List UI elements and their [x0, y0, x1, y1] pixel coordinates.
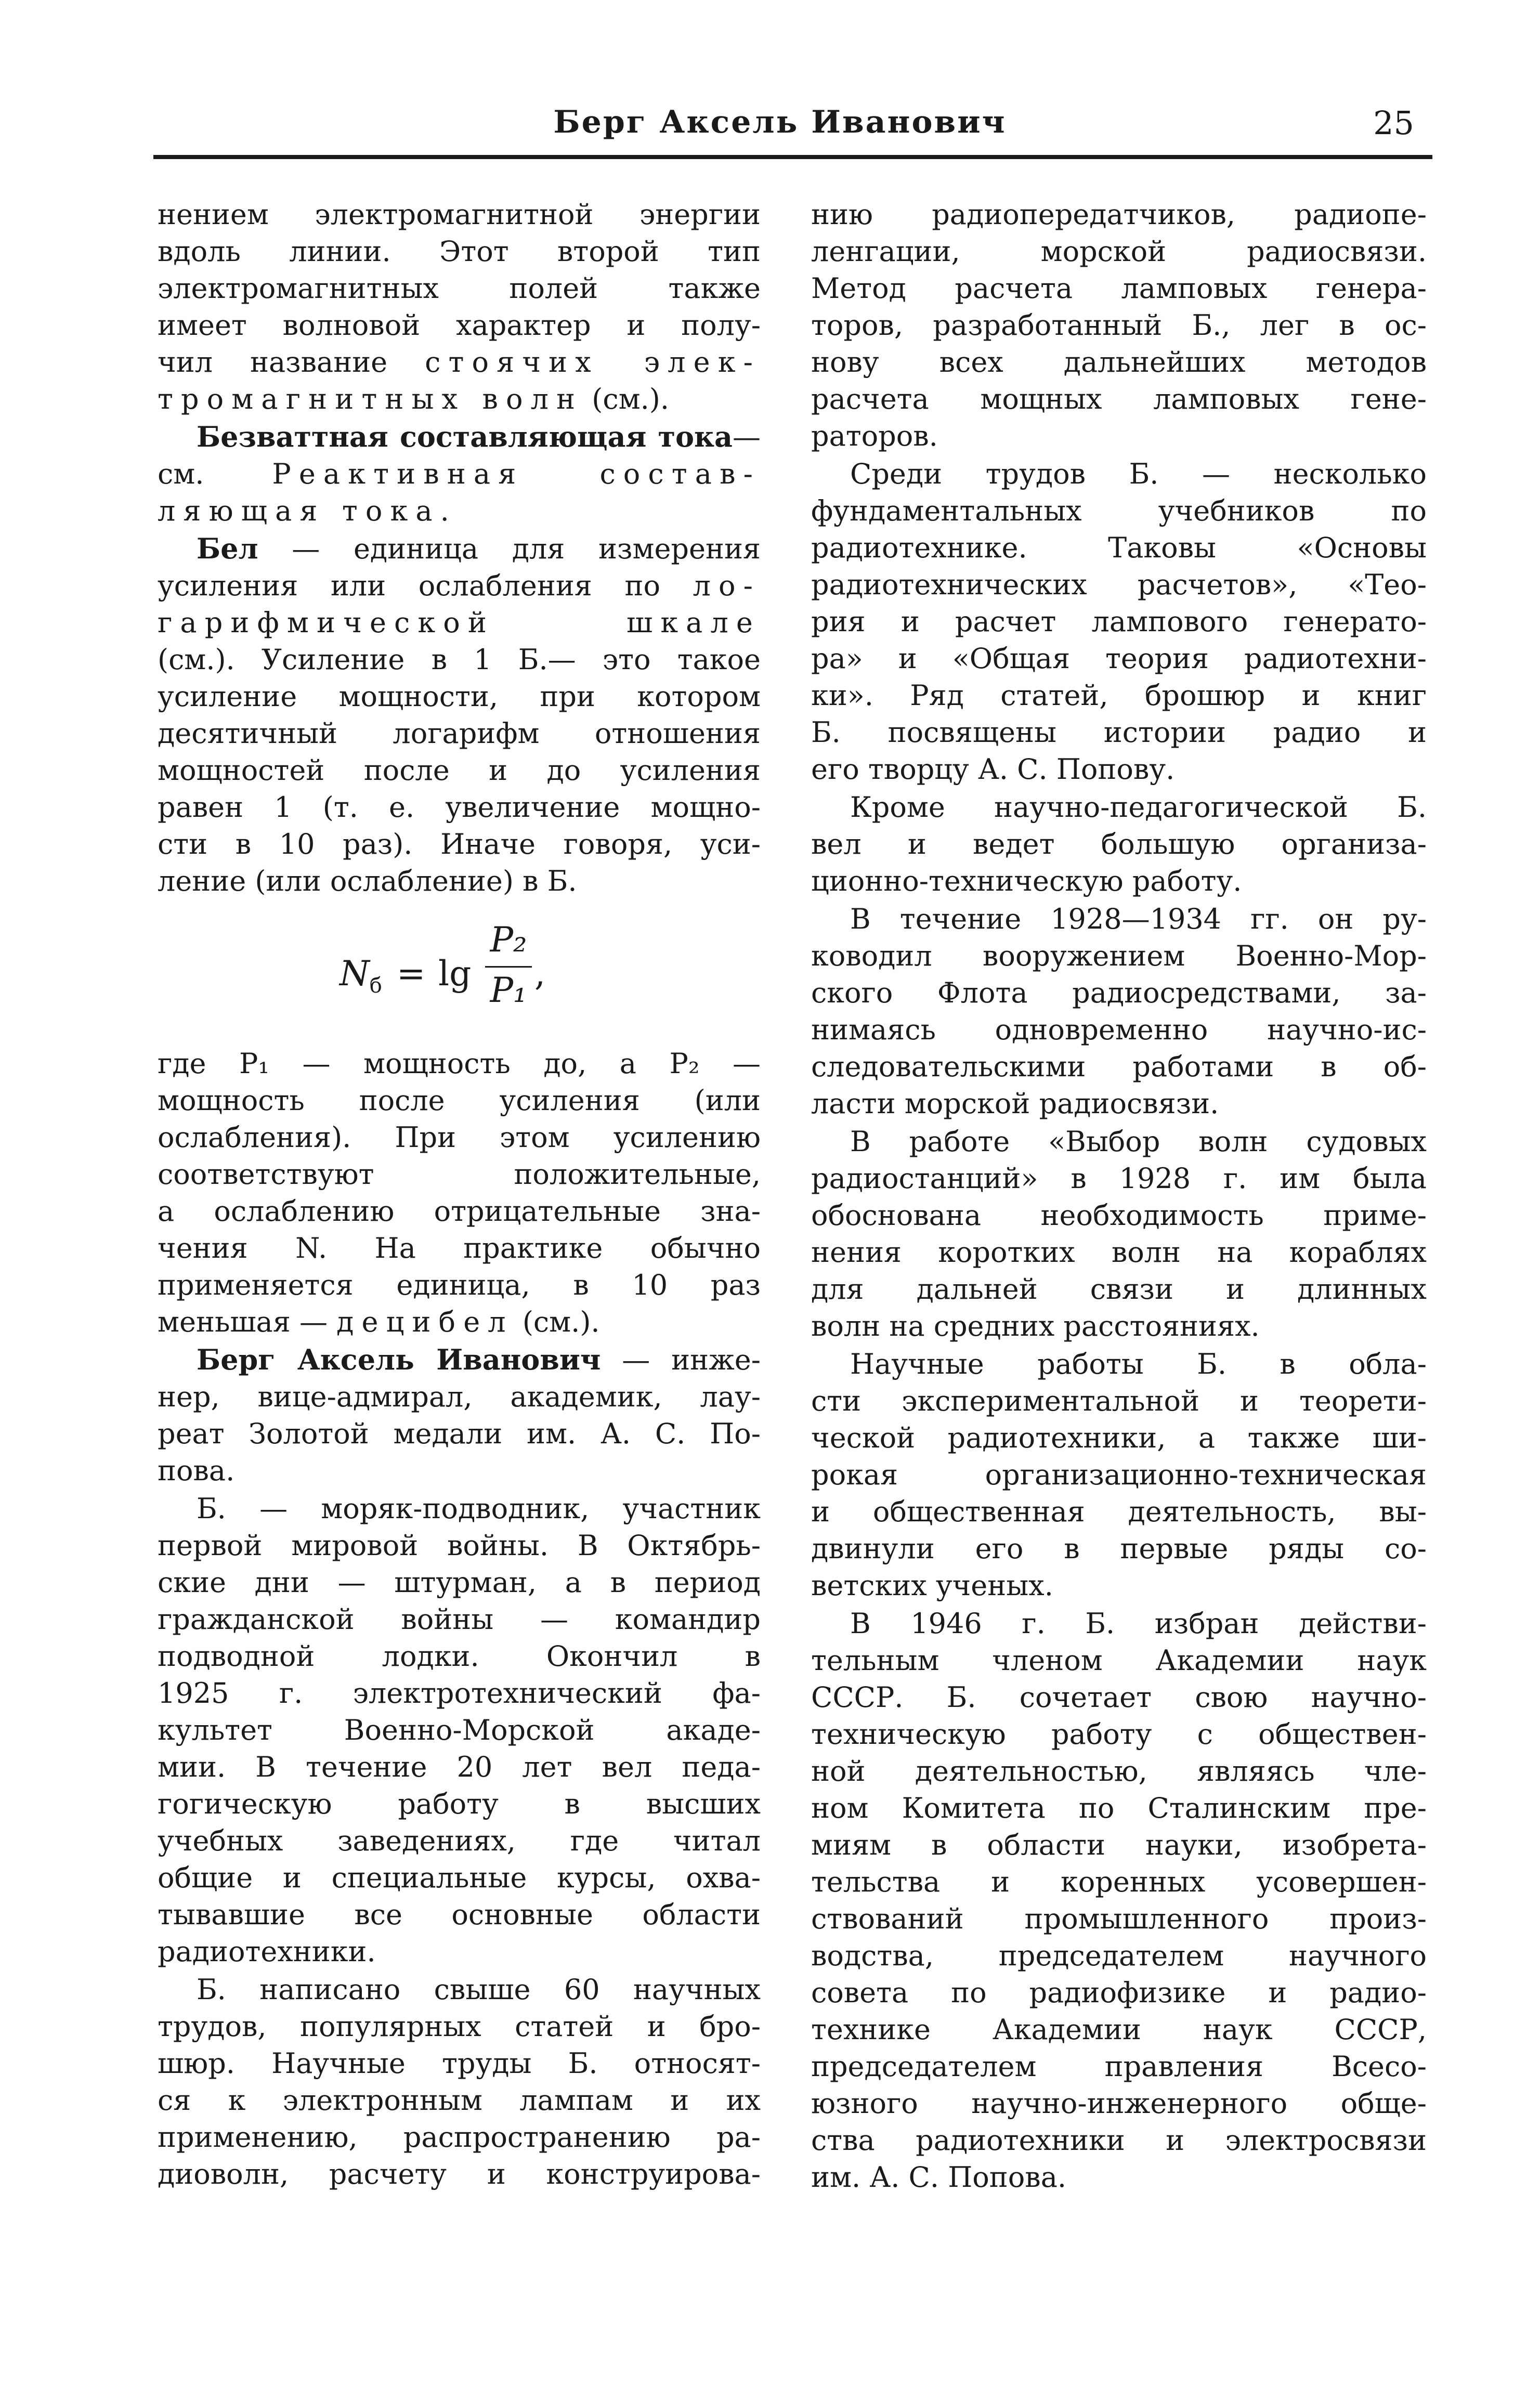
text-line: В 1946 г. Б. избран действи-	[850, 1607, 1427, 1640]
text-line: тельства и коренных усовершен-	[811, 1866, 1427, 1898]
formula-denominator: P₁	[490, 970, 527, 1010]
paragraph	[158, 1045, 761, 1340]
text-line: Научные работы Б. в обла-	[850, 1348, 1427, 1380]
text-line: применению, распространению ра-	[158, 2121, 761, 2154]
formula-numerator: P₂	[490, 920, 527, 960]
text-line: мии. В течение 20 лет вел педа-	[158, 1751, 761, 1783]
left-column	[158, 196, 761, 2194]
text-line	[158, 455, 761, 492]
text-line: Б. написано свыше 60 научных	[197, 1973, 761, 2006]
right-column	[811, 196, 1427, 2197]
text-line: водства, председателем научного	[811, 1939, 1427, 1972]
text-line: диоволн, расчету и конструирова-	[158, 2158, 761, 2190]
text-line: где P₁ — мощность до, а P₂ —	[158, 1047, 761, 1080]
text-line: мощностей после и до усиления	[158, 754, 761, 787]
text-line: культет Военно-Морской акаде-	[158, 1714, 761, 1746]
text-line: ветских ученых.	[811, 1569, 1053, 1602]
paragraph	[158, 419, 761, 529]
text-line	[158, 419, 761, 455]
text-line: ства радиотехники и электросвязи	[811, 2124, 1427, 2157]
text-line: мощность после усиления (или	[158, 1084, 761, 1117]
paragraph	[811, 789, 1427, 899]
text-line: трудов, популярных статей и бро-	[158, 2010, 761, 2043]
formula-equals: =	[397, 954, 426, 994]
text-line: шюр. Научные труды Б. относят-	[158, 2047, 761, 2080]
text-line: председателем правления Всесо-	[811, 2050, 1427, 2083]
fraction-bar	[485, 966, 532, 968]
text-line: обоснована необходимость приме-	[811, 1199, 1427, 1232]
text-line: а ослаблению отрицательные зна-	[158, 1195, 761, 1228]
text-line: нимаясь одновременно научно-ис-	[811, 1013, 1427, 1046]
text-line: ласти морской радиосвязи.	[811, 1087, 1219, 1120]
text-line: рия и расчет лампового генерато-	[811, 605, 1427, 638]
paragraph	[811, 1123, 1427, 1345]
text-line	[158, 492, 761, 529]
text-line: нер, вице-адмирал, академик, лау-	[158, 1380, 761, 1413]
text-line: подводной лодки. Окончил в	[158, 1640, 761, 1673]
text-run: (см.).	[583, 383, 670, 415]
paragraph	[811, 1605, 1427, 2196]
formula-lhs	[340, 955, 382, 1005]
text-line: радиостанций» в 1928 г. им была	[811, 1162, 1427, 1195]
paragraph	[811, 455, 1427, 788]
text-line: сти в 10 раз). Иначе говоря, уси-	[158, 828, 761, 860]
text-line: реат Золотой медали им. А. С. По-	[158, 1417, 761, 1450]
text-run: — единица для измерения	[258, 532, 761, 565]
text-run: (см.).	[513, 1306, 600, 1338]
text-line: общие и специальные курсы, охва-	[158, 1861, 761, 1894]
paragraph	[811, 901, 1427, 1122]
text-line: десятичный логарифм отношения	[158, 717, 761, 750]
text-line: Метод расчета ламповых генера-	[811, 272, 1427, 305]
text-line: сти экспериментальной и теорети-	[811, 1385, 1427, 1417]
text-line: техническую работу с обществен-	[811, 1718, 1427, 1751]
text-line: тывавшие все основные области	[158, 1898, 761, 1931]
formula-log: lg	[438, 954, 472, 994]
text-line: нения коротких волн на кораблях	[811, 1236, 1427, 1269]
text-line: вел и ведет большую организа-	[811, 828, 1427, 860]
spaced-term: тромагнитных волн	[158, 383, 583, 415]
text-line: Кроме научно-педагогической Б.	[850, 791, 1427, 824]
text-line: и общественная деятельность, вы-	[811, 1495, 1427, 1528]
text-line: имеет волновой характер и полу-	[158, 309, 761, 342]
text-line	[158, 604, 761, 641]
formula-fraction	[485, 921, 532, 1009]
paragraph	[158, 1971, 761, 2193]
text-line: технике Академии наук СССР,	[811, 2013, 1427, 2046]
text-line	[158, 1341, 761, 1378]
text-line: двинули его в первые ряды со-	[811, 1532, 1427, 1565]
text-line: ослабления). При этом усилению	[158, 1121, 761, 1154]
text-line: торов, разработанный Б., лег в ос-	[811, 309, 1427, 342]
text-run: меньшая —	[158, 1306, 337, 1338]
spaced-term: гарифмической шкале	[158, 606, 761, 639]
text-line: первой мировой войны. В Октябрь-	[158, 1529, 761, 1562]
text-line: расчета мощных ламповых гене-	[811, 383, 1427, 415]
formula-subscript: б	[369, 974, 382, 998]
text-line	[158, 344, 761, 381]
text-line: ном Комитета по Сталинским пре-	[811, 1792, 1427, 1824]
spaced-term: стоячих элек-	[425, 346, 761, 379]
text-line: пова.	[158, 1454, 235, 1487]
text-run: см.	[158, 458, 272, 490]
text-line: электромагнитных полей также	[158, 272, 761, 305]
text-line	[158, 530, 761, 567]
text-line: миям в области науки, изобрета-	[811, 1829, 1427, 1861]
text-line: В течение 1928—1934 гг. он ру-	[850, 903, 1427, 935]
text-line: 1925 г. электротехнический фа-	[158, 1677, 761, 1710]
paragraph	[158, 196, 761, 418]
formula	[158, 901, 761, 1045]
text-line	[158, 567, 761, 604]
text-line: ной деятельностью, являясь чле-	[811, 1755, 1427, 1788]
paragraph	[158, 1341, 761, 1489]
text-line: гогическую работу в высших	[158, 1788, 761, 1820]
text-line: Б. — моряк-подводник, участник	[197, 1492, 761, 1525]
text-line	[158, 1303, 761, 1340]
text-line: юзного научно-инженерного обще-	[811, 2087, 1427, 2120]
text-run: —	[733, 421, 761, 453]
text-line: рокая организационно-техническая	[811, 1458, 1427, 1491]
spaced-term: ляющая тока	[158, 494, 440, 527]
text-line	[158, 381, 761, 418]
text-line: ционно-техническую работу.	[811, 865, 1242, 897]
text-line: соответствуют положительные,	[158, 1158, 761, 1191]
text-line: В работе «Выбор волн судовых	[850, 1125, 1427, 1158]
paragraph	[811, 196, 1427, 454]
spaced-term: децибел	[336, 1306, 514, 1338]
text-line: ление (или ослабление) в Б.	[158, 865, 577, 897]
text-line: фундаментальных учебников по	[811, 494, 1427, 527]
spaced-term: ло-	[693, 569, 761, 602]
text-line: ся к электронным лампам и их	[158, 2084, 761, 2117]
text-line: радиотехнических расчетов», «Тео-	[811, 568, 1427, 601]
text-line: ские дни — штурман, а в период	[158, 1566, 761, 1599]
paragraph	[158, 530, 761, 899]
text-line: раторов.	[811, 420, 938, 452]
text-line: ки». Ряд статей, брошюр и книг	[811, 679, 1427, 712]
text-run: усиления или ослабления по	[158, 569, 693, 602]
text-line: учебных заведениях, где читал	[158, 1824, 761, 1857]
bold-term: Берг Аксель Иванович	[197, 1343, 601, 1376]
text-line: совета по радиофизике и радио-	[811, 1976, 1427, 2009]
text-line: Б. посвящены истории радио и	[811, 716, 1427, 749]
spaced-term: Реактивная состав-	[272, 458, 761, 490]
text-line: СССР. Б. сочетает свою научно-	[811, 1681, 1427, 1714]
text-line: (см.). Усиление в 1 Б.— это такое	[158, 643, 761, 676]
text-line: радиотехнике. Таковы «Основы	[811, 531, 1427, 564]
text-line: нением электромагнитной энергии	[158, 198, 761, 231]
text-line: ра» и «Общая теория радиотехни-	[811, 642, 1427, 675]
text-line: ствований промышленного произ-	[811, 1902, 1427, 1935]
text-line: ководил вооружением Военно-Мор-	[811, 940, 1427, 972]
bold-term: Безваттная составляющая тока	[197, 420, 733, 453]
text-run: — инже-	[601, 1344, 761, 1376]
formula-comma: ,	[534, 954, 545, 994]
paragraph	[158, 1490, 761, 1970]
text-line: чения N. На практике обычно	[158, 1232, 761, 1264]
text-line: усиление мощности, при котором	[158, 680, 761, 713]
text-line: применяется единица, в 10 раз	[158, 1269, 761, 1301]
header-rule	[153, 155, 1432, 159]
text-line: вдоль линии. Этот второй тип	[158, 235, 761, 268]
paragraph	[811, 1346, 1427, 1604]
text-line: нову всех дальнейших методов	[811, 346, 1427, 379]
text-line: им. А. С. Попова.	[811, 2161, 1067, 2194]
text-line: нию радиопередатчиков, радиопе-	[811, 198, 1427, 231]
text-line: волн на средних расстояниях.	[811, 1310, 1260, 1342]
text-line: ского Флота радиосредствами, за-	[811, 976, 1427, 1009]
text-line: следовательскими работами в об-	[811, 1050, 1427, 1083]
text-line: гражданской войны — командир	[158, 1603, 761, 1636]
text-run: .	[440, 494, 449, 527]
text-line: ческой радиотехники, а также ши-	[811, 1421, 1427, 1454]
bold-term: Бел	[197, 532, 258, 565]
formula-variable: N	[340, 954, 370, 994]
page-number: 25	[1373, 104, 1414, 142]
running-head-title: Берг Аксель Иванович	[553, 104, 1007, 140]
text-line: Среди трудов Б. — несколько	[850, 458, 1427, 490]
text-line: ленгации, морской радиосвязи.	[811, 235, 1427, 268]
text-line: его творцу А. С. Попову.	[811, 753, 1175, 786]
text-line: тельным членом Академии наук	[811, 1644, 1427, 1677]
text-run: чил название	[158, 346, 425, 379]
text-line: равен 1 (т. е. увеличение мощно-	[158, 791, 761, 824]
text-line: радиотехники.	[158, 1935, 376, 1968]
text-line: для дальней связи и длинных	[811, 1273, 1427, 1306]
